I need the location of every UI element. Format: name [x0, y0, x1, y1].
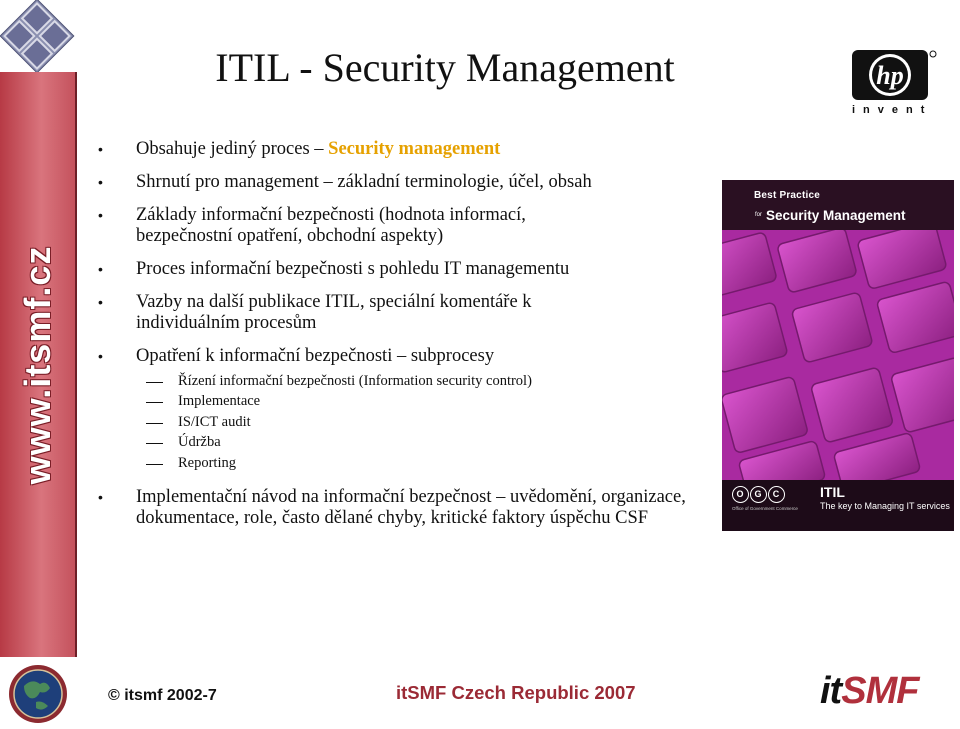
- bullet-list: [98, 139, 698, 541]
- itil-brand: ITIL: [820, 484, 845, 500]
- list-item: • Opatření k informační bezpečnosti – subprocesy: [98, 346, 698, 367]
- list-item: [98, 139, 698, 160]
- diamond-grid-icon: [0, 0, 75, 72]
- list-item: • Proces informační bezpečnosti s pohledu IT managementu: [98, 259, 698, 280]
- list-item: • Základy informační bezpečnosti (hodnota informací, bezpečnostní opatření, obchodní aspekty): [98, 205, 606, 247]
- hp-tagline: invent: [852, 104, 933, 116]
- list-item: • Vazby na další publikace ITIL, speciální komentáře k individuálním procesům: [98, 292, 636, 334]
- ogc-subtitle: Office of Government Commerce: [732, 506, 798, 511]
- ogc-logo: [732, 486, 786, 503]
- sidebar-band: [0, 72, 77, 657]
- ogc-letter: C: [768, 486, 785, 503]
- sub-item: IS/ICT audit: [98, 412, 698, 432]
- book-series: Best Practice: [754, 190, 820, 201]
- book-cover: [722, 180, 954, 531]
- itsmf-logo-smf: SMF: [841, 670, 919, 712]
- ogc-letter: O: [732, 486, 749, 503]
- sidebar-url-text: www.itsmf.cz: [16, 245, 58, 484]
- svg-text:hp: hp: [876, 61, 904, 90]
- list-item-text: Obsahuje jediný proces –: [136, 139, 329, 159]
- list-item: • Implementační návod na informační bezpečnost – uvědomění, organizace, dokumentace, role, často dělané chyby, kritické faktory úspěchu CSF: [98, 487, 696, 529]
- book-title: Security Management: [766, 208, 906, 223]
- keyboard-image: [722, 180, 954, 531]
- itil-tagline: The key to Managing IT services: [820, 501, 950, 511]
- highlight-text: Security management: [328, 139, 501, 159]
- globe-emblem-icon: [6, 664, 70, 729]
- list-item: • Shrnutí pro management – základní terminologie, účel, obsah: [98, 172, 698, 193]
- itsmf-logo-it: it: [820, 670, 842, 712]
- diamond-logo: [0, 0, 75, 72]
- sub-list: [98, 371, 698, 473]
- footer-copyright: © itsmf 2002-7: [108, 687, 217, 704]
- hp-logo-icon: [850, 48, 938, 102]
- footer-organization: itSMF Czech Republic 2007: [396, 682, 636, 703]
- itsmf-logo: [820, 670, 918, 713]
- sub-item: Implementace: [98, 391, 698, 411]
- sub-item: Řízení informační bezpečnosti (Information security control): [98, 371, 698, 391]
- ogc-letter: G: [750, 486, 767, 503]
- sub-item: Reporting: [98, 453, 698, 473]
- sub-item: Údržba: [98, 432, 698, 452]
- hp-logo: [850, 48, 938, 107]
- book-pretitle: for: [755, 212, 763, 218]
- slide-title: ITIL - Security Management: [215, 45, 675, 90]
